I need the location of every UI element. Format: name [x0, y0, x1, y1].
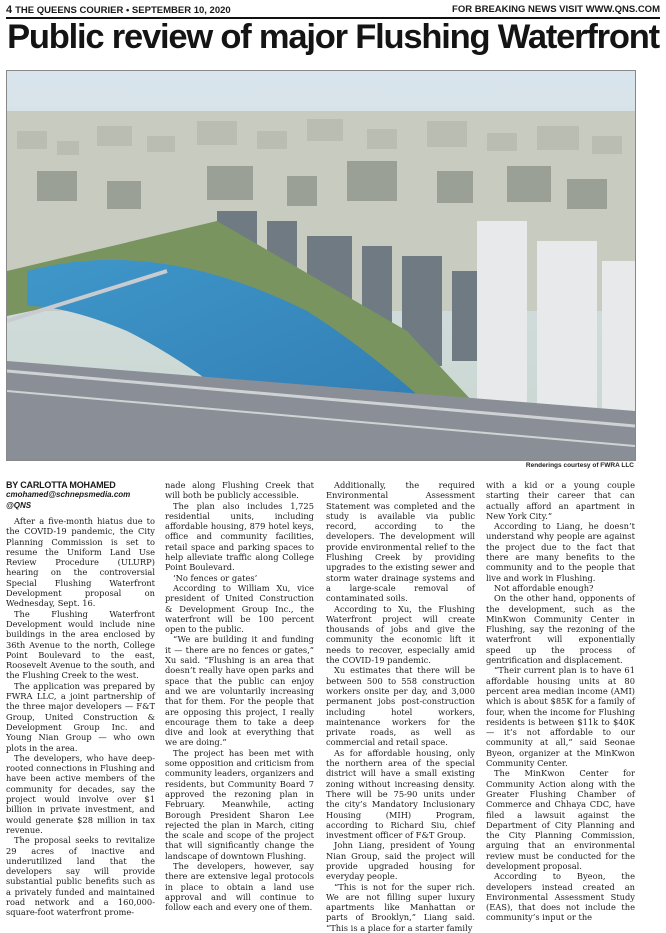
paragraph: The Flushing Waterfront Development would include nine buildings in the area enclosed by 36th Avenue to the north, College Point Boulevard to the east, Roosevelt Avenue to the south, and the Flushing Creek to the west. [6, 608, 155, 681]
photo-credit: Renderings courtesy of FWRA LLC [525, 462, 634, 469]
paragraph: According to Xu, the Flushing Waterfront project will create thousands of jobs and give the community the economic lift it needs to recover, especially amid the COVID-19 pandemic. [326, 603, 475, 666]
article-column-3 [326, 480, 475, 933]
article-column-2 [165, 480, 314, 912]
paragraph: As for affordable housing, only the northern area of the special district will have a small existing zoning without increasing density. There will be 75-90 units under the city’s Mandatory Inclusionary Housing (MIH) Program, according to Richard Siu, chief investment officer of F&T Group. [326, 747, 475, 841]
subhead: ‘No fences or gates’ [173, 572, 258, 583]
paragraph: The MinKwon Center for Community Action along with the Greater Flushing Chamber of Commerce and Chhaya CDC, have filed a lawsuit against the Department of City Planning and the City Planning Commission, arguing that an environmental review must be conducted for the development proposal. [486, 768, 635, 871]
paragraph: “We are building it and funding it — there are no fences or gates,” Xu said. “Flushing is an area that doesn’t really have open parks and space that the public can enjoy and we are voluntarily increasing that for them. For the people that are opposing this project, I really encourage them to take a deep dive and look at everything that we are doing.” [165, 634, 314, 748]
header-left [6, 4, 231, 16]
paragraph: The developers, who have deep-rooted connections in Flushing and have been active members of the community for decades, say the project would involve over $1 billion in private investment, and would generate $28 million in tax revenue. [6, 752, 155, 835]
paragraph: The developers, however, say there are extensive legal protocols in place to obtain a land use approval and will continue to follow each and every one of them. [165, 860, 314, 913]
author-handle[interactable]: @QNS [6, 501, 32, 510]
paragraph: According to William Xu, vice president of United Construction & Development Group Inc., the waterfront will be 100 percent open to the public. [165, 582, 314, 635]
paragraph: Xu estimates that there will be between 500 to 558 construction workers onsite per day, and 3,000 permanent jobs post-construction including hotel workers, maintenance workers for the private roads, as well as commercial and retail space. [326, 665, 475, 748]
paragraph: nade along Flushing Creek that will both be publicly accessible. [165, 480, 314, 501]
page-header [6, 4, 660, 17]
publication-date: THE QUEENS COURIER • SEPTEMBER 10, 2020 [15, 5, 231, 16]
subhead: Not affordable enough? [494, 582, 594, 593]
article-column-1 [6, 480, 155, 918]
author-email[interactable]: cmohamed@schnepsmedia.com [6, 490, 131, 499]
paragraph: Additionally, the required Environmental Assessment Statement was completed and the study is available via public record, according to the developers. The development will provide environmental relief to the Flushing Creek by providing upgrades to the existing sewer and storm water drainage systems and a large-scale removal of contaminated soils. [326, 480, 475, 604]
paragraph: John Liang, president of Young Nian Group, said the project will provide upgraded housing for everyday people. [326, 840, 475, 882]
rendering-image [6, 70, 636, 461]
headline: Public review of major Flushing Waterfront [7, 18, 659, 56]
paragraph: According to Liang, he doesn’t understand why people are against the project due to the fact that there are many benefits to the community and to the people that live and work in Flushing. [486, 521, 635, 583]
paragraph: The plan also includes 1,725 residential units, including affordable housing, 879 hotel keys, office and community facilities, retail space and parking spaces to help alleviate traffic along College Point Boulevard. [165, 500, 314, 573]
paragraph: with a kid or a young couple starting their career that can actually afford an apartment in New York City.” [486, 480, 635, 521]
article-column-4 [486, 480, 635, 923]
page-number: 4 [6, 4, 13, 16]
paragraph: After a five-month hiatus due to the COVID-19 pandemic, the City Planning Commission is set to resume the Uniform Land Use Review Procedure (ULURP) hearing on the controversial Special Flushing Waterfront Development proposal on Wednesday, Sept. 16. [6, 516, 155, 609]
paragraph: “This is not for the super rich. We are not filling super luxury apartments like Manhattan or parts of Brooklyn,” Liang said. “This is a place for a starter family [326, 881, 475, 933]
paragraph: The application was prepared by FWRA LLC, a joint partnership of the three major developers — F&T Group, United Construction & Development Group Inc. and Young Nian Group — who own plots in the area. [6, 680, 155, 753]
paragraph: The project has been met with some opposition and criticism from community leaders, organizers and residents, but Community Board 7 approved the rezoning plan in February. Meanwhile, acting Borough President Sharon Lee rejected the plan in March, citing the scale and scope of the project that will significantly change the landscape of downtown Flushing. [165, 747, 314, 861]
paragraph: “Their current plan is to have 61 affordable housing units at 80 percent area median income (AMI) which is about $85K for a family of four, when the income for Flushing residents is between $11k to $40K — it’s not affordable to our community at all,” said Seonae Byeon, organizer at the MinKwon Community Center. [486, 665, 635, 769]
paragraph: The proposal seeks to revitalize 29 acres of inactive and underutilized land that the developers say will provide substantial public benefits such as a privately funded and maintained road network and a 160,000-square-foot waterfront prome- [6, 835, 155, 918]
paragraph: On the other hand, opponents of the development, such as the MinKwon Community Center in Flushing, say the rezoning of the waterfront will exponentially speed up the process of gentrification and displacement. [486, 593, 635, 666]
breaking-news-link[interactable]: FOR BREAKING NEWS VISIT WWW.QNS.COM [452, 4, 660, 15]
byline: BY CARLOTTA MOHAMED [6, 480, 116, 490]
paragraph: According to Byeon, the developers instead created an Environmental Assessment Study (EAS), that does not include the community’s input or the [486, 871, 635, 923]
